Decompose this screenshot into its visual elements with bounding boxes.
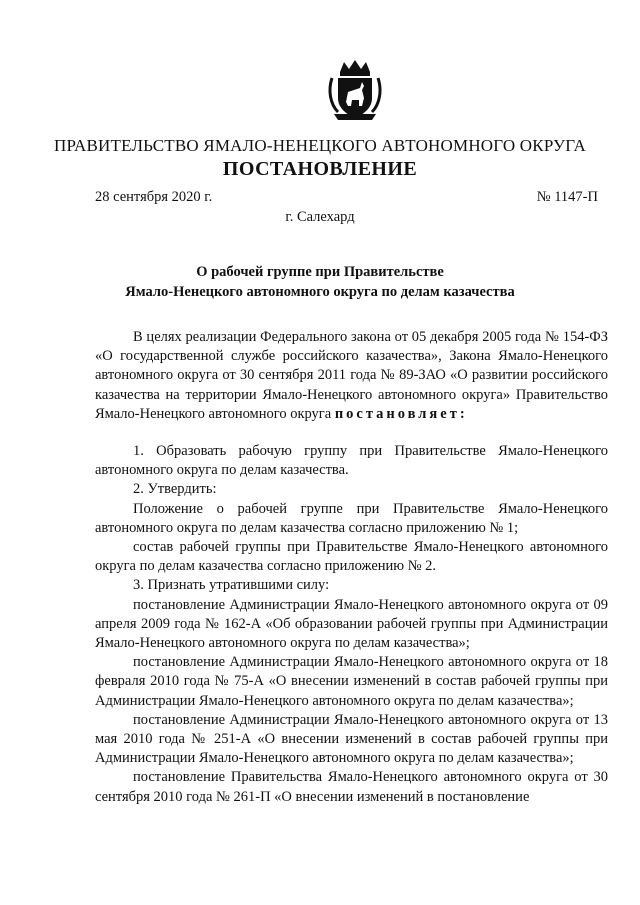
document-number: № 1147-П (536, 189, 598, 205)
document-date: 28 сентября 2020 г. (95, 189, 213, 205)
paragraph-item-3-3: постановление Администрации Ямало-Ненецкого автономного округа от 13 мая 2010 года № 251-А «О внесении изменений в состав рабочей группы при Администрации Ямало-Ненецкого автономного округа по делам казачества»; (95, 711, 608, 767)
document-city: г. Салехард (285, 209, 355, 225)
paragraph-item-3: 3. Признать утратившими силу: (133, 577, 330, 594)
paragraph-item-2-1: Положение о рабочей группе при Правительстве Ямало-Ненецкого автономного округа по делам казачества согласно приложению № 1; (95, 500, 608, 536)
paragraph-gap (95, 424, 608, 442)
title-line-1: О рабочей группе при Правительстве (196, 264, 444, 280)
paragraph-item-2-2: состав рабочей группы при Правительстве Ямало-Ненецкого автономного округа по делам казачества согласно приложению № 2. (95, 539, 608, 575)
preamble-text: В целях реализации Федерального закона от 05 декабря 2005 года № 154-ФЗ «О государственной службе российского казачества», Закона Ямало-Ненецкого автономного округа от 30 сентября 2011 года № 89-ЗАО «О развитии российского казачества на территории Ямало-Ненецкого автономного округа» Правительство Ямало-Ненецкого автономного округа (95, 329, 608, 422)
document-title (0, 262, 640, 302)
title-line-2: Ямало-Ненецкого автономного округа по делам казачества (125, 284, 515, 300)
paragraph-item-3-1: постановление Администрации Ямало-Ненецкого автономного округа от 09 апреля 2009 года № 162-А «Об образовании рабочей группы при Администрации Ямало-Ненецкого автономного округа по делам казачества»; (95, 596, 608, 652)
document-body (95, 328, 608, 807)
organization-name: ПРАВИТЕЛЬСТВО ЯМАЛО-НЕНЕЦКОГО АВТОНОМНОГО ОКРУГА (54, 136, 586, 155)
paragraph-item-3-4: постановление Правительства Ямало-Ненецкого автономного округа от 30 сентября 2010 года № 261-П «О внесении изменений в постановление (95, 769, 608, 805)
paragraph-item-1: 1. Образовать рабочую группу при Правительстве Ямало-Ненецкого автономного округа по делам казачества. (95, 443, 608, 479)
paragraph-item-3-2: постановление Администрации Ямало-Ненецкого автономного округа от 18 февраля 2010 года № 75-А «О внесении изменений в состав рабочей группы при Администрации Ямало-Ненецкого автономного округа по делам казачества»; (95, 654, 608, 709)
paragraph-item-2: 2. Утвердить: (133, 481, 217, 498)
preamble-paragraph (95, 328, 608, 424)
document-type: ПОСТАНОВЛЕНИЕ (222, 158, 418, 180)
resolves-word: постановляет: (334, 405, 468, 422)
coat-of-arms-icon (326, 58, 384, 122)
